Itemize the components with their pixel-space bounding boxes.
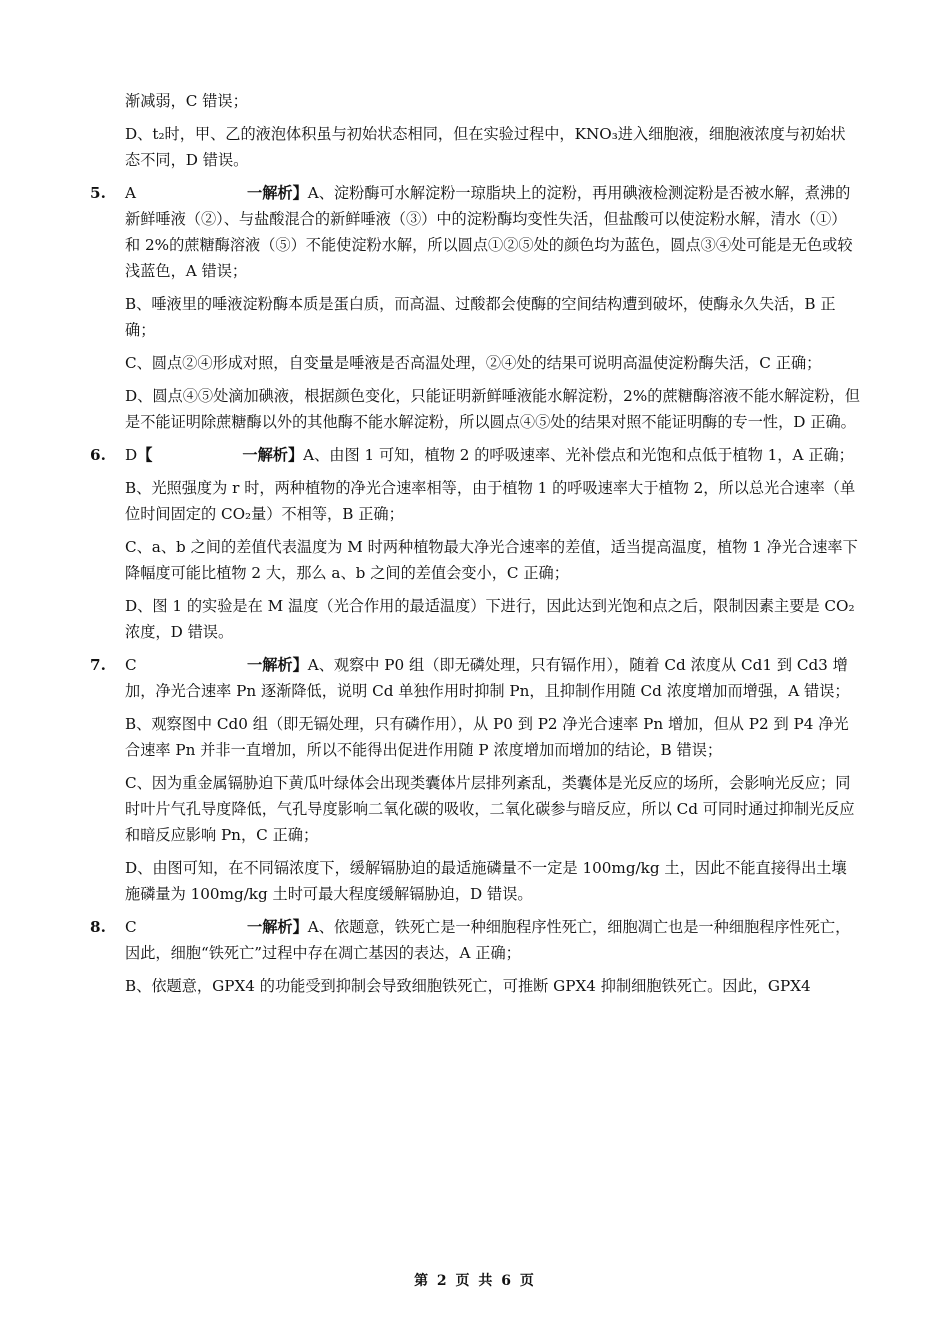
analysis-paragraph: A、由图 1 可知，植物 2 的呼吸速率、光补偿点和光饱和点低于植物 1，A 正确； <box>303 446 854 464</box>
question-number: 5. <box>90 184 106 202</box>
analysis-paragraph: A、淀粉酶可水解淀粉一琼脂块上的淀粉，再用碘液检测淀粉是否被水解，煮沸的新鲜唾液（②）、与盐酸混合的新鲜唾液（③）中的淀粉酶均变性失活，但盐酸可以使淀粉水解，清水（①）和 2%的蔗糖酶溶液（⑤）不能使淀粉水解，所以圆点①②⑤处的颜色均为蓝色，圆点③④处可能是无色或较浅蓝色，A 错误； <box>125 184 853 280</box>
analysis-paragraph: B、依题意，GPX4 的功能受到抑制会导致细胞铁死亡，可推断 GPX4 抑制细胞铁死亡。因此，GPX4 <box>125 977 811 995</box>
analysis-tag: 一解析】 <box>242 446 304 464</box>
question-6 <box>90 442 860 468</box>
continuation-line-2: D、t₂时，甲、乙的液泡体积虽与初始状态相同，但在实验过程中，KNO₃进入细胞液，细胞液浓度与初始状态不同，D 错误。 <box>125 125 846 169</box>
analysis-paragraph: D、图 1 的实验是在 M 温度（光合作用的最适温度）下进行，因此达到光饱和点之后，限制因素主要是 CO₂浓度，D 错误。 <box>125 597 855 641</box>
answer-content <box>90 88 860 1006</box>
answer-letter: C <box>125 656 137 674</box>
question-8 <box>90 914 860 966</box>
continuation-line-1: 渐减弱，C 错误； <box>125 92 248 110</box>
analysis-paragraph: B、光照强度为 r 时，两种植物的净光合速率相等，由于植物 1 的呼吸速率大于植物 2，所以总光合速率（单位时间固定的 CO₂量）不相等，B 正确； <box>125 479 856 523</box>
question-number: 8. <box>90 918 106 936</box>
analysis-paragraph: B、观察图中 Cd0 组（即无镉处理，只有磷作用），从 P0 到 P2 净光合速率 Pn 增加，但从 P2 到 P4 净光合速率 Pn 并非一直增加，所以不能得出促进作用随 P 浓度增加而增加的结论，B 错误； <box>125 715 849 759</box>
analysis-paragraph: D、圆点④⑤处滴加碘液，根据颜色变化，只能证明新鲜唾液能水解淀粉，2%的蔗糖酶溶液不能水解淀粉，但是不能证明除蔗糖酶以外的其他酶不能水解淀粉，所以圆点④⑤处的结果对照不能证明酶的专一性，D 正确。 <box>125 387 860 431</box>
answer-letter: C <box>125 918 137 936</box>
analysis-paragraph: A、依题意，铁死亡是一种细胞程序性死亡，细胞凋亡也是一种细胞程序性死亡，因此，细胞“铁死亡”过程中存在凋亡基因的表达，A 正确； <box>125 918 851 962</box>
question-number: 7. <box>90 656 106 674</box>
analysis-paragraph: C、a、b 之间的差值代表温度为 M 时两种植物最大净光合速率的差值，适当提高温度，植物 1 净光合速率下降幅度可能比植物 2 大，那么 a、b 之间的差值会变小，C 正确； <box>125 538 858 582</box>
page-footer: 第 2 页 共 6 页 <box>414 1273 536 1289</box>
analysis-paragraph: C、圆点②④形成对照，自变量是唾液是否高温处理，②④处的结果可说明高温使淀粉酶失活，C 正确； <box>125 354 822 372</box>
answer-letter: D <box>125 446 138 464</box>
analysis-paragraph: A、观察中 P0 组（即无磷处理，只有镉作用），随着 Cd 浓度从 Cd1 到 Cd3 增加，净光合速率 Pn 逐渐降低，说明 Cd 单独作用时抑制 Pn，且抑制作用随 Cd 浓度增加而增强，A 错误； <box>125 656 850 700</box>
analysis-paragraph: D、由图可知，在不同镉浓度下，缓解镉胁迫的最适施磷量不一定是 100mg/kg 土，因此不能直接得出土壤施磷量为 100mg/kg 土时可最大程度缓解镉胁迫，D 错误。 <box>125 859 847 903</box>
question-number: 6. <box>90 446 106 464</box>
answer-bracket: 【 <box>137 446 153 464</box>
analysis-tag: 一解析】 <box>247 184 308 202</box>
question-7 <box>90 652 860 704</box>
analysis-tag: 一解析】 <box>247 918 308 936</box>
analysis-paragraph: B、唾液里的唾液淀粉酶本质是蛋白质，而高温、过酸都会使酶的空间结构遭到破坏，使酶永久失活，B 正确； <box>125 295 836 339</box>
analysis-tag: 一解析】 <box>247 656 308 674</box>
answer-letter: A <box>125 184 136 202</box>
analysis-paragraph: C、因为重金属镉胁迫下黄瓜叶绿体会出现类囊体片层排列紊乱，类囊体是光反应的场所，会影响光反应；同时叶片气孔导度降低，气孔导度影响二氧化碳的吸收，二氧化碳参与暗反应，所以 Cd 可同时通过抑制光反应和暗反应影响 Pn，C 正确； <box>125 774 855 844</box>
question-5 <box>90 180 860 284</box>
